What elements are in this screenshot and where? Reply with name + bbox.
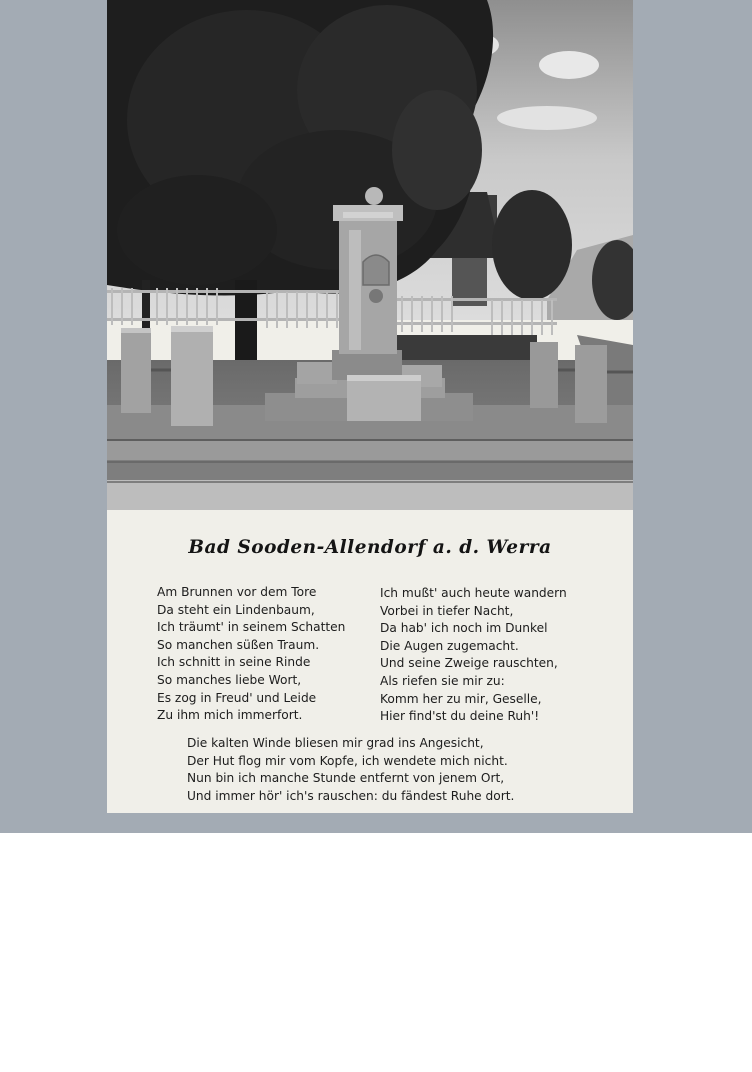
verse-line: Ich mußt' auch heute wandern xyxy=(380,586,567,600)
verse-line: Am Brunnen vor dem Tore xyxy=(157,585,317,599)
postcard xyxy=(107,0,633,813)
verse-line: Ich schnitt in seine Rinde xyxy=(157,655,311,670)
verse-line: Hier find'st du deine Ruh'! xyxy=(380,709,540,724)
verse-line: Ich träumt' in seinem Schatten xyxy=(157,620,346,635)
verse-line: So manches liebe Wort, xyxy=(157,672,302,687)
verse-line: Nun bin ich manche Stunde entfernt von jenem Ort, xyxy=(187,771,505,786)
verse-line: Der Hut flog mir vom Kopfe, ich wendete mich nicht. xyxy=(187,753,508,768)
verse-line: Und seine Zweige rauschten, xyxy=(380,656,558,671)
verse-line: Die Augen zugemacht. xyxy=(380,638,519,653)
verse-line: Komm her zu mir, Geselle, xyxy=(380,691,542,706)
verse-line: Zu ihm mich immerfort. xyxy=(157,708,303,723)
stanza-bottom xyxy=(187,735,514,805)
verse-line: Da steht ein Lindenbaum, xyxy=(157,602,315,617)
postcard-title: Bad Sooden-Allendorf a. d. Werra xyxy=(188,537,552,558)
verse-line: Da hab' ich noch im Dunkel xyxy=(380,621,548,636)
verse-line: Und immer hör' ich's rauschen: du fändest Ruhe dort. xyxy=(187,788,515,803)
verse-line: Vorbei in tiefer Nacht, xyxy=(380,603,514,618)
verse-line: So manchen süßen Traum. xyxy=(157,637,320,652)
stanza-left xyxy=(157,584,345,725)
stanza-right xyxy=(380,585,567,726)
verse-line: Als riefen sie mir zu: xyxy=(380,673,505,688)
verse-line: Die kalten Winde bliesen mir grad ins Angesicht, xyxy=(187,736,484,750)
verse-line: Es zog in Freud' und Leide xyxy=(157,690,317,705)
fountain-photo xyxy=(107,0,633,510)
